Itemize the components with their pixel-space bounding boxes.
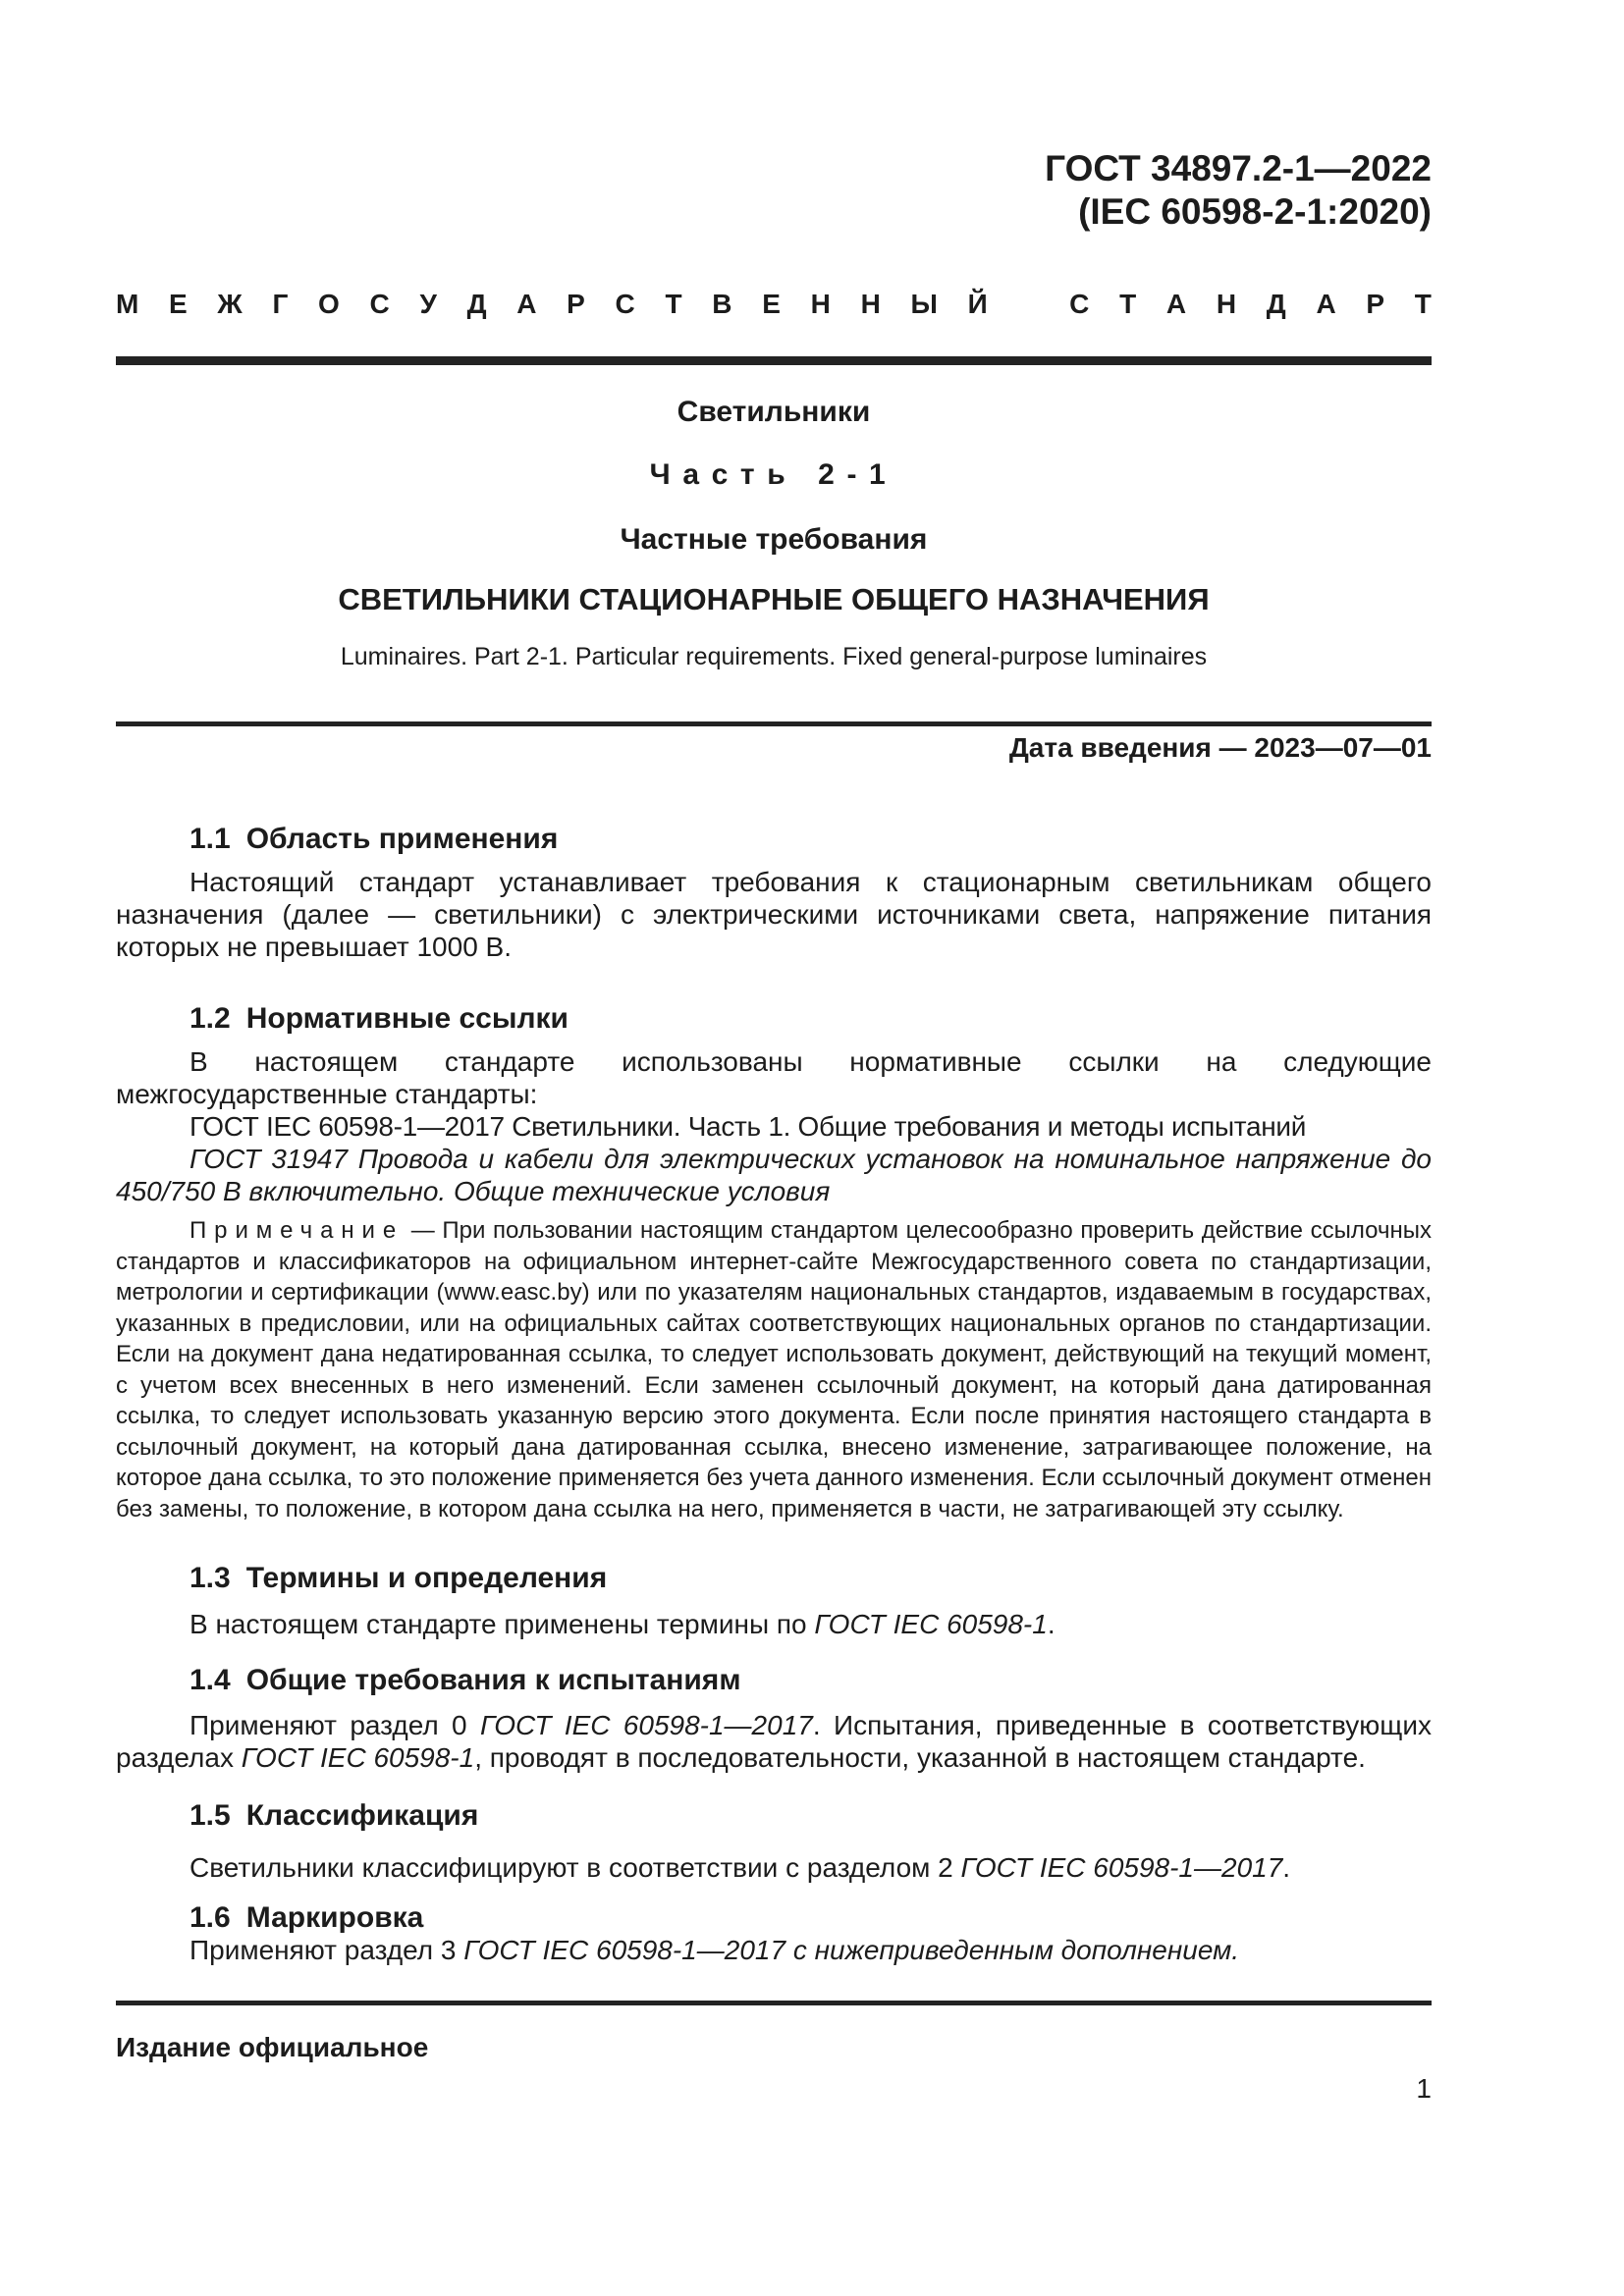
section-title: Термины и определения (245, 1562, 608, 1594)
note-paragraph: Примечание — При пользовании настоящим стандартом целесообразно проверить действие ссылочных стандартов и классификаторов на официальном интернет-сайте Межгосударственного совета по стандартизации, метрологии и сертификации (www.easc.by) или по указателям национальных стандартов, издаваемым в государствах, указанных в предисловии, или на официальных сайтах соответствующих национальных органов по стандартизации. Если на документ дана недатированная ссылка, то следует использовать документ, действующий на текущий момент, с учетом всех внесенных в него изменений. Если заменен ссылочный документ, на который дана датированная ссылка, то следует использовать указанную версию этого документа. Если после принятия настоящего стандарта в ссылочный документ, на который дана датированная ссылка, внесено изменение, затрагивающее положение, на которое дана ссылка, то это положение применяется без учета данного изменения. Если ссылочный документ отменен без замены, то положение, в котором дана ссылка на него, применяется в части, не затрагивающей эту ссылку. (116, 1217, 1432, 1522)
section-number: 1.4 (189, 1664, 231, 1696)
section-number: 1.6 (189, 1901, 231, 1934)
footer-rule (116, 2001, 1432, 2005)
section-heading-1-4 (116, 1664, 1432, 1697)
paragraph: Применяют раздел 3 ГОСТ IEC 60598-1—2017 с нижеприведенным дополнением. (189, 1935, 1240, 1965)
normative-reference: ГОСТ 31947 Провода и кабели для электрических установок на номинальное напряжение до 450/750 В включительно. Общие технические условия (116, 1144, 1432, 1206)
title-requirements: Частные требования (620, 523, 928, 556)
banner-rule (116, 356, 1432, 365)
section-number: 1.3 (189, 1562, 231, 1594)
paragraph: В настоящем стандарте использованы нормативные ссылки на следующие межгосударственные стандарты: (116, 1046, 1432, 1109)
section-title: Классификация (245, 1799, 479, 1832)
section-body-1-6 (116, 1934, 1432, 1966)
section-body-1-1 (116, 866, 1432, 963)
edition-note: Издание официальное (116, 2032, 429, 2062)
section-body-1-4 (116, 1709, 1432, 1774)
paragraph: Применяют раздел 0 ГОСТ IEC 60598-1—2017. Испытания, приведенные в соответствующих разделах ГОСТ IEC 60598-1, проводят в последовательности, указанной в настоящем стандарте. (116, 1710, 1432, 1773)
title-main: СВЕТИЛЬНИКИ СТАЦИОНАРНЫЕ ОБЩЕГО НАЗНАЧЕНИЯ (338, 582, 1210, 616)
paragraph: Настоящий стандарт устанавливает требования к стационарным светильникам общего назначения (далее — светильники) с электрическими источниками света, напряжение питания которых не превышает 1000 В. (116, 867, 1432, 962)
standard-iec-reference: (IEC 60598-2-1:2020) (1078, 191, 1432, 232)
normative-reference: ГОСТ IEC 60598-1—2017 Светильники. Часть 1. Общие требования и методы испытаний (189, 1111, 1307, 1142)
section-number: 1.2 (189, 1002, 231, 1035)
title-english: Luminaires. Part 2-1. Particular requirements. Fixed general-purpose luminaires (340, 643, 1208, 670)
paragraph: В настоящем стандарте применены термины по ГОСТ IEC 60598-1. (189, 1609, 1056, 1639)
title-part: Часть 2-1 (649, 458, 898, 491)
section-title: Область применения (245, 823, 559, 855)
date-rule (116, 721, 1432, 726)
standard-number: ГОСТ 34897.2-1—2022 (1045, 148, 1432, 188)
section-heading-1-1 (116, 823, 1432, 856)
page-number: 1 (1416, 2073, 1432, 2104)
section-number: 1.1 (189, 823, 231, 855)
section-heading-1-2 (116, 1002, 1432, 1036)
section-note-1-2 (116, 1215, 1432, 1524)
section-title: Общие требования к испытаниям (245, 1664, 741, 1696)
section-body-1-3 (116, 1608, 1432, 1640)
section-heading-1-3 (116, 1562, 1432, 1595)
section-number: 1.5 (189, 1799, 231, 1832)
paragraph: Светильники классифицируют в соответствии с разделом 2 ГОСТ IEC 60598-1—2017. (189, 1852, 1291, 1883)
date-of-introduction: Дата введения — 2023—07—01 (1008, 732, 1432, 763)
section-heading-1-5 (116, 1799, 1432, 1833)
interstate-standard-banner: М Е Ж Г О С У Д А Р С Т В Е Н Н Ы Й С Т А Н Д А Р Т (116, 289, 1432, 319)
title-subject: Светильники (677, 396, 871, 428)
section-body-1-5 (116, 1851, 1432, 1884)
section-title: Нормативные ссылки (245, 1002, 568, 1035)
section-title: Маркировка (245, 1901, 424, 1934)
section-heading-1-6 (116, 1901, 1432, 1935)
section-body-1-2 (116, 1045, 1432, 1207)
standard-designation (116, 147, 1432, 234)
